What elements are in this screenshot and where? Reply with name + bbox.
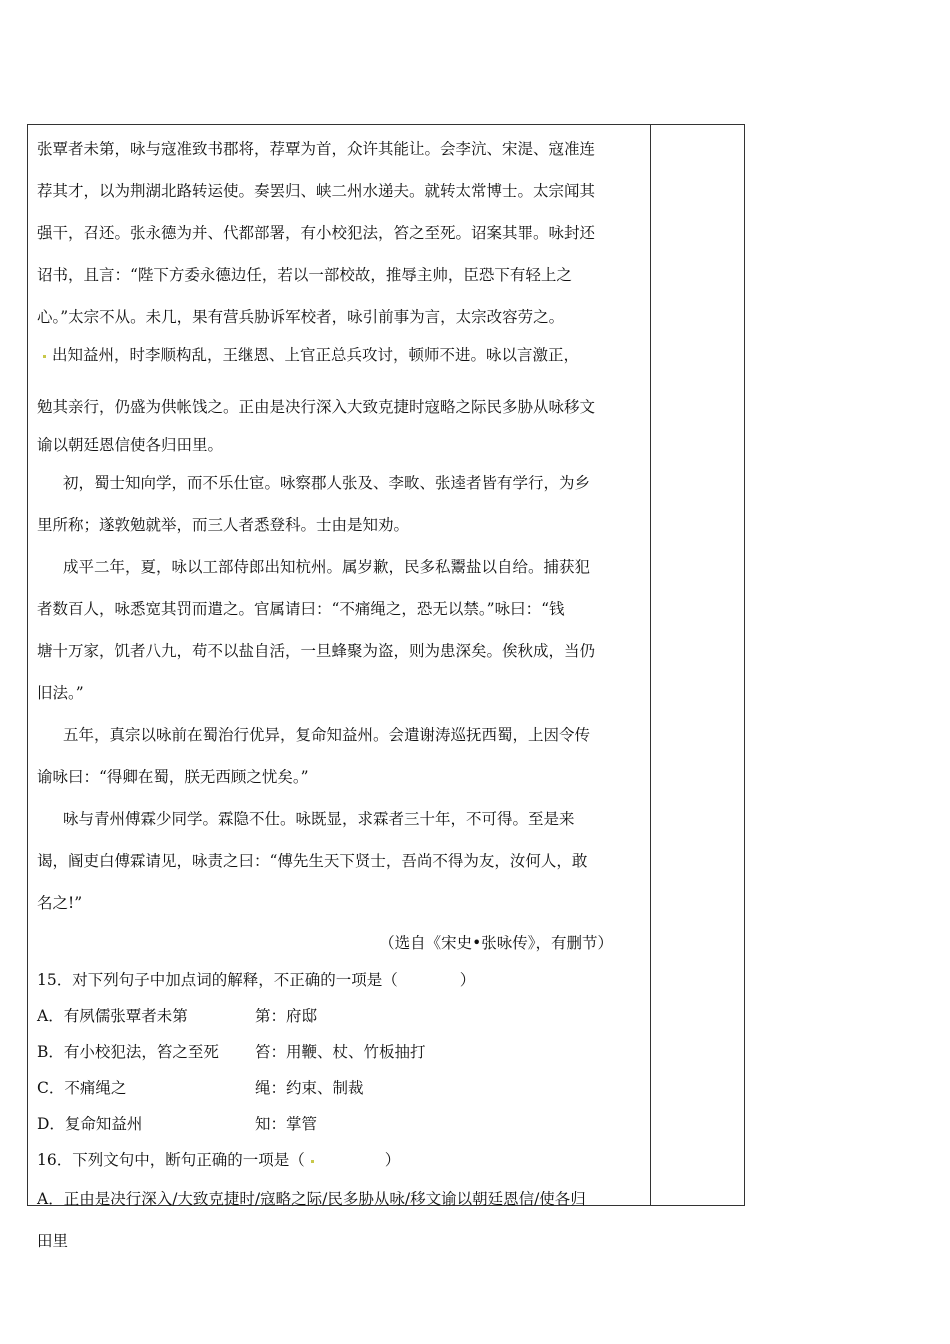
text-line: 塘十万家，饥者八九，苟不以盐自活，一旦蜂聚为盗，则为患深矣。俟秋成，当仍: [37, 642, 596, 660]
question-15: [37, 962, 643, 1142]
text-line: 谕咏曰：“得卿在蜀，朕无西顾之忧矣。”: [37, 768, 309, 786]
paragraph-6: [37, 798, 643, 924]
text-line: 强干，召还。张永德为并、代都部署，有小校犯法，笞之至死。诏案其罪。咏封还: [37, 224, 596, 242]
text-line: 者数百人，咏悉宽其罚而遣之。官属请曰：“不痛绳之，恐无以禁。”咏曰：“钱: [37, 600, 565, 618]
option-gloss: 绳：约束、制裁: [255, 1079, 364, 1097]
text-line: 里所称；遂敦勉就举，而三人者悉登科。士由是知劝。: [37, 516, 410, 534]
passage-column: [37, 128, 643, 1262]
text-line: 五年，真宗以咏前在蜀治行优异，复命知益州。会遣谢涛巡抚西蜀，上因令传: [63, 726, 591, 744]
text-line: 心。”太宗不从。未几，果有营兵胁诉军校者，咏引前事为言，太宗改容劳之。: [37, 308, 565, 326]
text-line: 出知益州，时李顺构乱，王继恩、上官正总兵攻讨，顿师不进。咏以言激正，: [52, 346, 580, 364]
option-label: A．有夙儒张覃者未第: [37, 1007, 188, 1025]
question-16-option-a: [37, 1178, 643, 1262]
paragraph-2: [37, 338, 643, 462]
option-d: [37, 1106, 643, 1142]
paragraph-1: [37, 128, 643, 338]
text-line: 诏书，且言：“陛下方委永德边任，若以一部校故，推辱主帅，臣恐下有轻上之: [37, 266, 572, 284]
text-line: 田里: [37, 1232, 69, 1250]
option-gloss: 第：府邸: [255, 1007, 318, 1025]
scan-mark: [311, 1160, 314, 1163]
paragraph-4: [37, 546, 643, 714]
text-line: 名之!”: [37, 894, 83, 912]
source-citation: （选自《宋史•张咏传》，有删节）: [379, 934, 613, 952]
question-stem: 16．下列文句中，断句正确的一项是（ ）: [37, 1151, 401, 1169]
option-label: B．有小校犯法，笞之至死: [37, 1043, 219, 1061]
text-line: 谒，阍吏白傅霖请见，咏责之曰：“傅先生天下贤士，吾尚不得为友，汝何人，敢: [37, 852, 588, 870]
text-line: 初，蜀士知向学，而不乐仕宦。咏察郡人张及、李畋、张逵者皆有学行，为乡: [63, 474, 591, 492]
text-line: A．正由是决行深入/大致克捷时/寇略之际/民多胁从咏/移文谕以朝廷恩信/使各归: [37, 1190, 586, 1208]
scan-mark: [43, 355, 46, 358]
option-gloss: 笞：用鞭、杖、竹板抽打: [255, 1043, 426, 1061]
question-stem: 15．对下列句子中加点词的解释，不正确的一项是（ ）: [37, 971, 476, 989]
option-c: [37, 1070, 643, 1106]
option-b: [37, 1034, 643, 1070]
text-line: 勉其亲行，仍盛为供帐饯之。正由是决行深入大致克捷时寇略之际民多胁从咏移文: [37, 398, 596, 416]
text-line: 成平二年，夏，咏以工部侍郎出知杭州。属岁歉，民多私鬻盐以自给。捕获犯: [63, 558, 591, 576]
paragraph-5: [37, 714, 643, 798]
text-line: 谕以朝廷恩信使各归田里。: [37, 436, 224, 454]
paragraph-3: [37, 462, 643, 546]
option-label: C．不痛绳之: [37, 1079, 127, 1097]
column-divider: [650, 124, 651, 1206]
option-gloss: 知：掌管: [255, 1115, 318, 1133]
text-line: 张覃者未第，咏与寇准致书郡将，荐覃为首，众许其能让。会李沆、宋湜、寇准连: [37, 140, 596, 158]
text-line: 旧法。”: [37, 684, 84, 702]
question-16: [37, 1142, 643, 1178]
option-a: [37, 998, 643, 1034]
text-line: 咏与青州傅霖少同学。霖隐不仕。咏既显，求霖者三十年，不可得。至是来: [63, 810, 575, 828]
option-label: D．复命知益州: [37, 1115, 143, 1133]
text-line: 荐其才，以为荆湖北路转运使。奏罢归、峡二州水递夫。就转太常博士。太宗闻其: [37, 182, 596, 200]
